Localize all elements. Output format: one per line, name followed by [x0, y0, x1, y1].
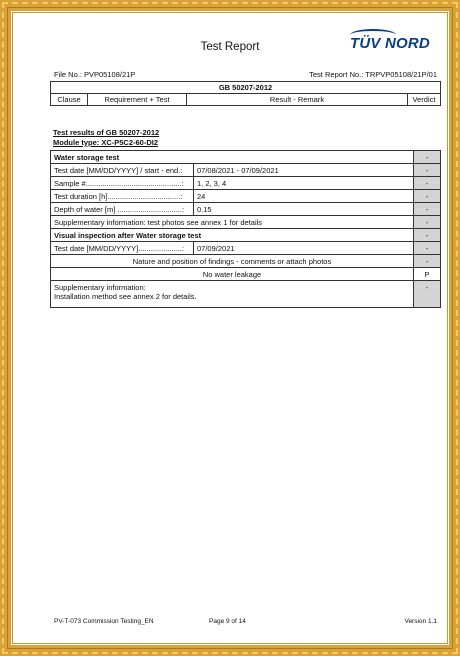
- column-verdict: Verdict: [408, 94, 441, 106]
- table-row: [51, 229, 441, 242]
- verdict-cell: -: [414, 203, 441, 216]
- verdict-cell: -: [414, 255, 441, 268]
- table-row: [51, 190, 441, 203]
- results-heading: Test results of GB 50207-2012: [53, 128, 160, 137]
- row-label: Depth of water [m] ...............................:: [51, 203, 194, 216]
- supplementary-info: Supplementary information: test photos see annex 1 for details: [51, 216, 414, 229]
- standard-name: GB 50207-2012: [51, 82, 441, 94]
- section-water-storage: Water storage test: [51, 151, 414, 164]
- column-requirement: Requirement + Test: [88, 94, 187, 106]
- row-label: Test duration [h]...................................:: [51, 190, 194, 203]
- table-row: [51, 255, 441, 268]
- page-title: Test Report: [200, 41, 260, 53]
- supplementary-line-2: Installation method see annex 2 for details.: [54, 292, 197, 301]
- table-row: [51, 164, 441, 177]
- file-number: File No.: PVP05108/21P: [54, 70, 136, 79]
- verdict-cell: -: [414, 164, 441, 177]
- report-number: Test Report No.: TRPVP05108/21P/01: [309, 70, 437, 79]
- table-row: [51, 203, 441, 216]
- row-label: Test date [MM/DD/YYYY] / start - end.:: [51, 164, 194, 177]
- row-label: Sample #..............................................:: [51, 177, 194, 190]
- table-row: [51, 216, 441, 229]
- column-result: Result - Remark: [187, 94, 408, 106]
- results-table: [50, 150, 441, 308]
- row-value: 07/08/2021 - 07/09/2021: [194, 164, 414, 177]
- row-label: Test date [MM/DD/YYYY].....................:: [51, 242, 194, 255]
- footer-page-number: Page 9 of 14: [209, 618, 246, 625]
- section-visual-inspection: Visual inspection after Water storage test: [51, 229, 414, 242]
- table-row: [51, 281, 441, 308]
- table-row: [51, 268, 441, 281]
- tuv-nord-logo: TÜV NORD: [350, 35, 430, 52]
- finding-no-water-leakage: No water leakage: [51, 268, 414, 281]
- verdict-cell: -: [414, 229, 441, 242]
- table-row: [51, 151, 441, 164]
- row-value: 07/09/2021: [194, 242, 414, 255]
- table-row: [51, 177, 441, 190]
- verdict-cell: -: [414, 190, 441, 203]
- frame-inner-border: [12, 12, 448, 644]
- verdict-cell: -: [414, 216, 441, 229]
- footer-version: Version 1.1: [404, 618, 437, 625]
- row-value: 1, 2, 3, 4: [194, 177, 414, 190]
- verdict-cell: -: [414, 151, 441, 164]
- row-value: 0.15: [194, 203, 414, 216]
- verdict-cell: -: [414, 242, 441, 255]
- verdict-cell: -: [414, 177, 441, 190]
- footer-document-id: PV-T-073 Commission Testing_EN: [54, 618, 154, 625]
- table-row: [51, 242, 441, 255]
- standard-header-table: [50, 81, 441, 106]
- findings-heading: Nature and position of findings - comments or attach photos: [51, 255, 414, 268]
- module-type: Module type: XC-P5C2-60-DI2: [53, 138, 159, 147]
- verdict-cell: -: [414, 281, 441, 308]
- row-value: 24: [194, 190, 414, 203]
- verdict-pass-cell: P: [414, 268, 441, 281]
- supplementary-line-1: Supplementary information:: [54, 283, 146, 292]
- supplementary-info-installation: [51, 281, 414, 308]
- column-clause: Clause: [51, 94, 88, 106]
